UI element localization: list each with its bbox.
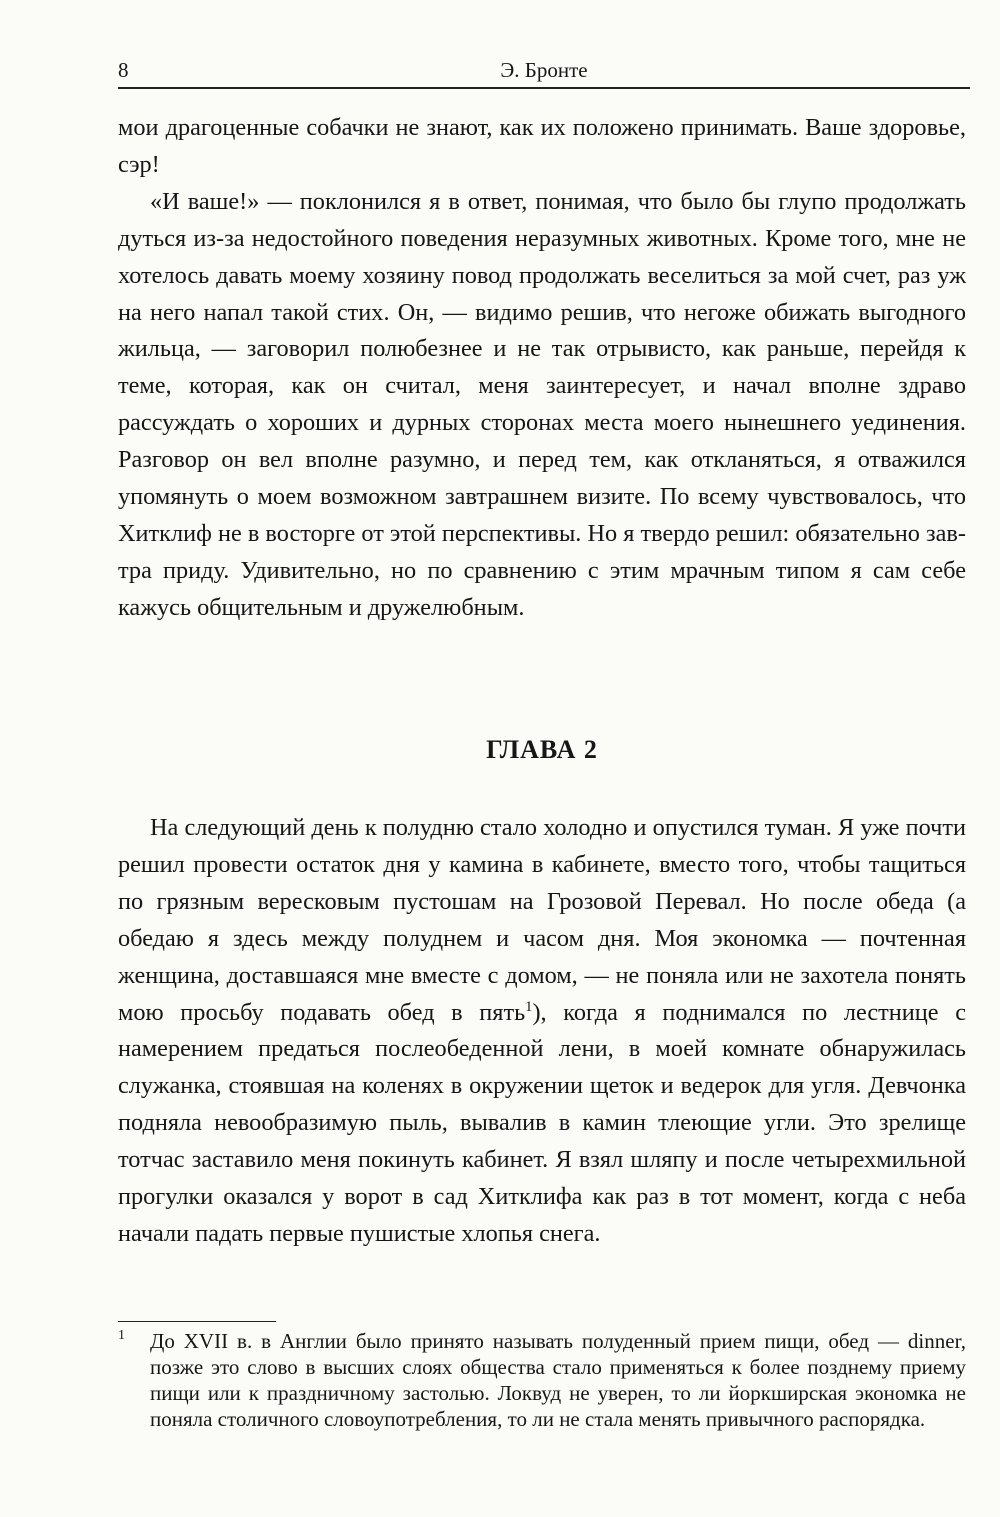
running-head-author: Э. Бронте: [500, 58, 588, 82]
paragraph-text: На следующий день к полудню стало холодно и опустился туман. Я уже почти решил провести остаток дня у камина в кабинете, вместо того, чтобы тащиться по грязным вересковым пустошам на Грозовой Перевал. Но после обеда (а обедаю я здесь между полуднем и часом дня. Моя экономка — почтенная женщина, доставшаяся мне вместе с домом, — не поняла или не захотела понять мою просьбу подавать обед в пять: [118, 814, 966, 1026]
paragraph-text: ), когда я поднимался по лестнице с намерением предаться послеобеденной лени, в моей комнате обнаружилась служанка, стоявшая на коленях в окружении щеток и ведерок для угля. Девчонка подняла невообразимую пыль, вывалив в камин тлеющие угли. Это зрелище тотчас заставило меня покинуть кабинет. Я взял шляпу и после четырехмильной прогулки оказался у ворот в сад Хитклифа как раз в тот момент, когда с неба начали падать первые пушистые хлопья снега.: [118, 998, 966, 1247]
header-rule: [118, 87, 970, 89]
footnote-separator: [118, 1321, 276, 1322]
page-number: 8: [118, 58, 129, 82]
paragraph: мои драгоценные собачки не знают, как их положено принимать. Ваше здоровье, сэр!: [118, 114, 966, 178]
footnote: [118, 1328, 966, 1432]
footnote-number: 1: [118, 1328, 125, 1343]
running-head: [118, 58, 970, 86]
text-block-continuation: [118, 110, 966, 627]
paragraph: «И ваше!» — поклонился я в ответ, понимая, что было бы глупо продолжать дуться из-за недостойного поведения неразумных животных. Кроме того, мне не хотелось давать моему хозяину повод продолжать веселиться за мой счет, раз уж на него напал такой стих. Он, — видимо решив, что негоже обижать выгодного жильца, — заговорил полюбезнее и не так отрывисто, как раньше, перейдя к теме, которая, как он считал, меня заинтересует, и начал вполне здраво рассуждать о хороших и дурных сторонах места моего нынешнего уединения. Разговор он вел вполне разумно, и перед тем, как откланяться, я отважился упомянуть о моем возможном завтрашнем визите. По всему чувствовалось, что Хитклиф не в восторге от этой перспективы. Но я твердо решил: обязательно завтра приду. Удивительно, но по сравнению с этим мрачным типом я сам себе кажусь общительным и дружелюбным.: [118, 187, 966, 621]
footnote-reference[interactable]: 1: [525, 998, 533, 1015]
footnote-text: До XVII в. в Англии было принято называть полуденный прием пищи, обед — dinner, позже это слово в высших слоях общества стало применяться к более позднему приему пищи или к праздничному застолью. Локвуд не уверен, то ли йоркширская экономка не поняла столичного словоупотребления, то ли не стала менять привычного распорядка.: [150, 1329, 966, 1431]
chapter-heading: ГЛАВА 2: [486, 735, 598, 764]
text-block-chapter-2: [118, 810, 966, 1253]
paragraph: [118, 810, 966, 1253]
